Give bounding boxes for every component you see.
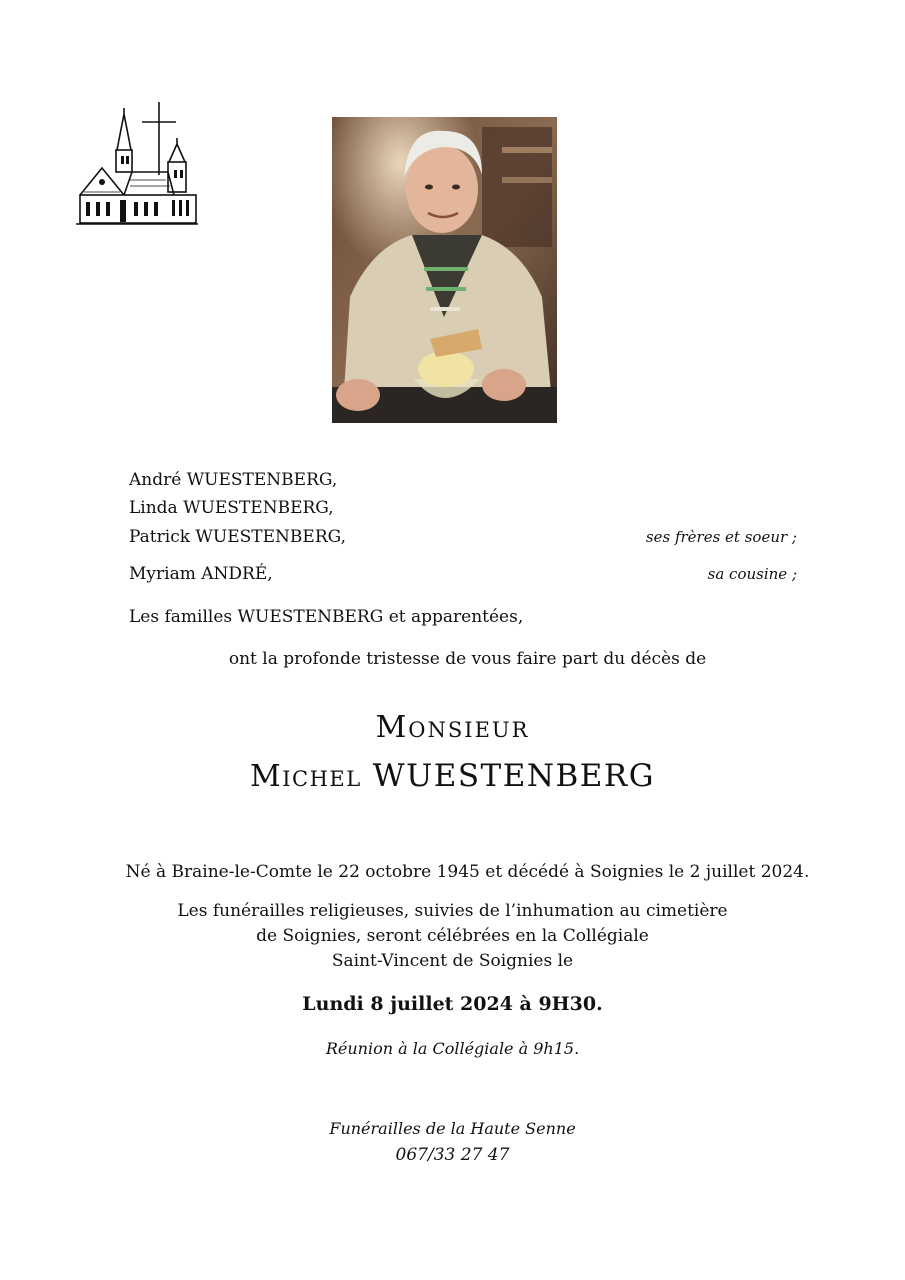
portrait-photo xyxy=(332,117,557,423)
deceased-title: Monsieur xyxy=(375,710,530,745)
funeral-line-1: Les funérailles religieuses, suivies de l’inhumation au cimetière xyxy=(177,901,728,921)
deceased-name xyxy=(0,756,905,797)
announcement-text: ont la profonde tristesse de vous faire part du décès de xyxy=(228,649,707,669)
family-member-5: Les familles WUESTENBERG et apparentées, xyxy=(129,607,524,627)
family-member-3: Patrick WUESTENBERG, xyxy=(129,527,346,547)
deceased-last-name: WUESTENBERG xyxy=(372,758,656,794)
family-member-2: Linda WUESTENBERG, xyxy=(129,498,334,518)
family-member-1: André WUESTENBERG, xyxy=(129,470,338,490)
deceased-first-name: Michel xyxy=(249,759,362,794)
funeral-date: Lundi 8 juillet 2024 à 9H30. xyxy=(302,993,603,1015)
relation-cousin: sa cousine ; xyxy=(707,565,797,583)
relation-siblings: ses frères et soeur ; xyxy=(645,528,797,546)
family-member-4: Myriam ANDRÉ, xyxy=(129,564,273,584)
funeral-line-2: de Soignies, seront célébrées en la Collégiale xyxy=(256,926,649,946)
funeral-line-3: Saint-Vincent de Soignies le xyxy=(331,951,574,971)
meeting-time: Réunion à la Collégiale à 9h15. xyxy=(325,1039,580,1058)
church-icon xyxy=(74,100,200,228)
funeral-home-name: Funérailles de la Haute Senne xyxy=(329,1119,576,1138)
birth-death-text: Né à Braine-le-Comte le 22 octobre 1945 et décédé à Soignies le 2 juillet 2024. xyxy=(125,862,810,882)
funeral-home-phone: 067/33 27 47 xyxy=(395,1145,510,1165)
